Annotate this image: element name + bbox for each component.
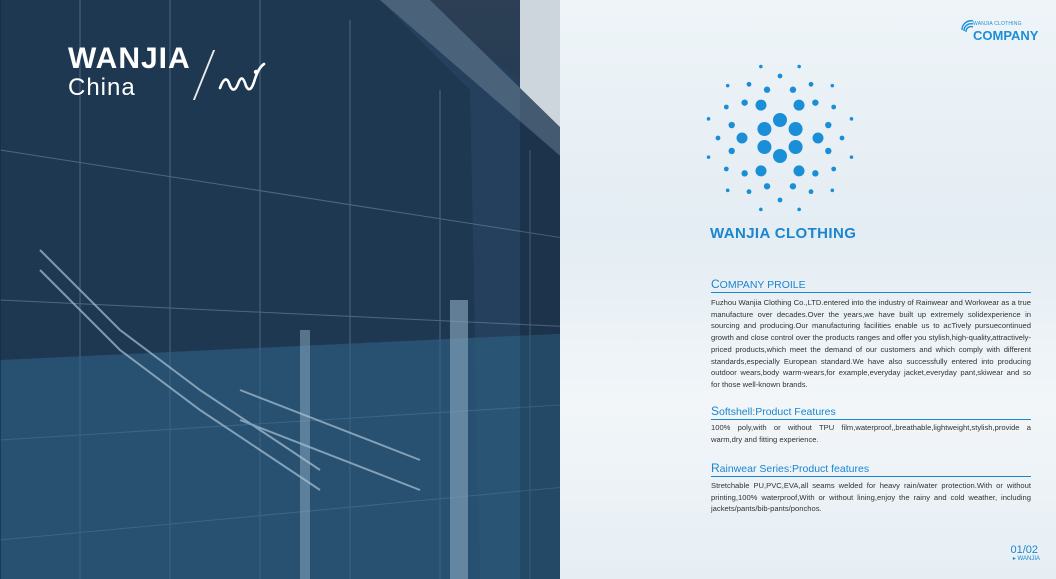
softshell-text: 100% poly,with or without TPU film,waterproof,,breathable,lightweight,stylish,provide a warm,dry and fitting experience.: [711, 423, 1031, 444]
sun-dot: [850, 155, 854, 159]
sun-dot: [797, 208, 801, 212]
section-title-softshell: [711, 404, 1031, 420]
company-profile-text: Fuzhou Wanjia Clothing Co.,LTD.entered into the industry of Rainwear and Workwear as a true manufacture over decades.Over the years,we have built up extremely solidexperience in sourcing and producing.Our manufacturing facilities enable us to acTively pursuecontinued growth and close control over the products ranges and offer you stylish,high-quality,attractively-priced products,which meet the demand of our customers and which comply with different standards,especially European standard.We have also successfully entered into producing outdoor wears,body warm-wears,for example,everyday jacket,everyday pant,skiwear and so for those well-known brands.: [711, 298, 1031, 389]
sunburst-dots-logo-icon: [700, 58, 860, 218]
sun-dot: [724, 167, 729, 172]
sun-dot: [778, 198, 783, 203]
sun-dot: [757, 122, 771, 136]
sun-dot: [831, 105, 836, 110]
section-title-cap: R: [711, 461, 720, 475]
sun-dot: [825, 122, 831, 128]
sun-dot: [797, 65, 801, 69]
sun-dot: [726, 84, 730, 88]
brand-title: WANJIA: [68, 42, 191, 75]
page-label-text: WANJIA: [1017, 556, 1040, 562]
sun-dot: [831, 84, 835, 88]
sun-dot: [756, 100, 767, 111]
sun-dot: [794, 165, 805, 176]
sun-dot: [747, 189, 752, 194]
section-title-cap: S: [711, 404, 720, 418]
sun-dot: [729, 122, 735, 128]
sun-dot: [773, 113, 787, 127]
section-title-rest: ainwear Series:Product features: [719, 463, 870, 475]
sun-dot: [809, 189, 814, 194]
sun-dot: [809, 82, 814, 87]
sun-dot: [813, 133, 824, 144]
sun-dot: [773, 149, 787, 163]
sun-dot: [778, 74, 783, 79]
wj-signature-icon: [216, 60, 272, 100]
rainwear-text: Stretchable PU,PVC,EVA,all seams welded for heavy rain/water protection.With or without printing,100% waterproof,With or without lining,enjoy the rainy and cold weather, including jackets/pants/bib-pants/ponchos.: [711, 481, 1031, 514]
company-heading: WANJIA CLOTHING: [710, 225, 857, 242]
sun-dot: [729, 148, 735, 154]
sun-dot: [741, 99, 747, 105]
sun-dot: [840, 136, 845, 141]
sun-dot: [831, 167, 836, 172]
sun-dot: [790, 87, 796, 93]
section-title-rest: OMPANY PROILE: [719, 279, 806, 291]
sun-dot: [724, 105, 729, 110]
sun-dot: [707, 155, 711, 159]
section-title-cap: C: [711, 277, 720, 291]
sun-dot: [789, 140, 803, 154]
sun-dot: [757, 140, 771, 154]
sun-dot: [850, 117, 854, 121]
brand-subtitle: China: [68, 74, 136, 101]
sun-dot: [707, 117, 711, 121]
sun-dot: [759, 208, 763, 212]
section-title-rest: oftshell:Product Features: [719, 406, 836, 418]
sun-dot: [794, 100, 805, 111]
sun-dot: [756, 165, 767, 176]
sun-dot: [747, 82, 752, 87]
sun-dot: [737, 133, 748, 144]
sun-dot: [726, 189, 730, 193]
sun-dot: [741, 170, 747, 176]
corner-logo-big-text: COMPANY: [973, 28, 1039, 43]
sun-dot: [716, 136, 721, 141]
sun-dot: [812, 170, 818, 176]
sun-dot: [789, 122, 803, 136]
sun-dot: [790, 183, 796, 189]
sun-dot: [831, 189, 835, 193]
sun-dot: [825, 148, 831, 154]
sun-dot: [764, 183, 770, 189]
corner-company-logo: [960, 18, 1040, 46]
sun-dot: [759, 65, 763, 69]
page-number: 01/02: [1010, 544, 1038, 556]
swirl-logo-icon: [960, 18, 974, 40]
page-label: ▸ WANJIA: [1012, 556, 1040, 562]
section-title-company-profile: [711, 277, 1031, 293]
section-title-rainwear: [711, 461, 1031, 477]
sun-dot: [764, 87, 770, 93]
corner-logo-small-text: WANJIA CLOTHING: [973, 21, 1022, 27]
sun-dot: [812, 99, 818, 105]
